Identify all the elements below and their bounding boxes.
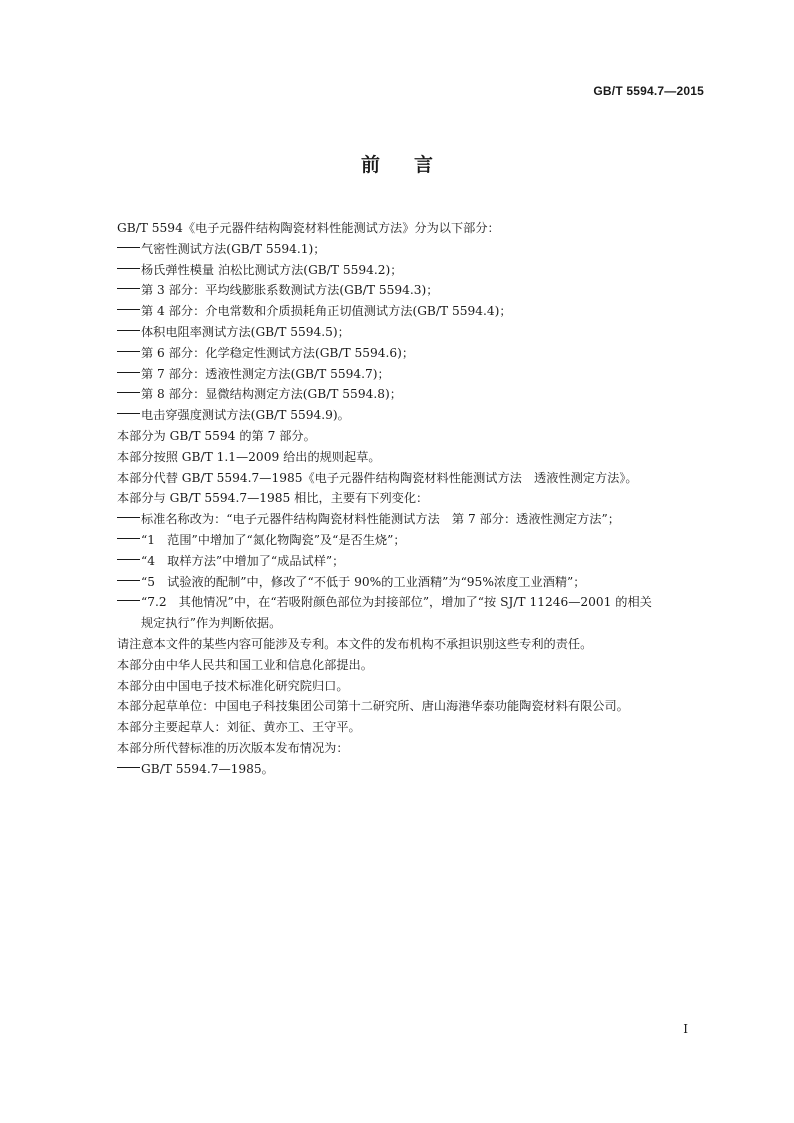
list-item [117,509,712,530]
paragraph-text: 本部分与 GB/T 5594.7—1985 相比，主要有下列变化： [117,491,429,506]
paragraph-text: “4 取样方法”中增加了“成品试样”； [141,553,345,568]
paragraph-text: 本部分由中国电子技术标准化研究院归口。 [117,678,349,693]
page-title: 前言 [360,154,467,176]
list-item [117,364,712,385]
paragraph-text: 第 8 部分：显微结构测定方法(GB/T 5594.8)； [141,387,402,402]
list-item [117,759,712,780]
paragraph [117,738,712,759]
list-item [117,530,712,551]
em-dash-marker [117,263,141,275]
paragraph-text: 气密性测试方法(GB/T 5594.1)； [141,241,326,256]
paragraph [117,468,712,489]
page-number: I [683,1022,688,1036]
paragraph [117,634,712,655]
paragraph-text: 规定执行”作为判断依据。 [141,616,282,631]
paragraph-text: 体积电阻率测试方法(GB/T 5594.5)； [141,324,350,339]
paragraph-text: 本部分主要起草人：刘征、黄亦工、王守平。 [117,720,361,735]
em-dash-marker [117,367,141,379]
paragraph-text: 请注意本文件的某些内容可能涉及专利。本文件的发布机构不承担识别这些专利的责任。 [117,636,593,651]
paragraph [117,655,712,676]
paragraph-text: “5 试验液的配制”中，修改了“不低于 90%的工业酒精”为“95%浓度工业酒精”； [141,574,586,589]
list-item [117,405,712,426]
paragraph-text: 本部分由中华人民共和国工业和信息化部提出。 [117,657,373,672]
paragraph-text: 杨氏弹性模量 泊松比测试方法(GB/T 5594.2)； [141,262,403,277]
list-item [117,280,712,301]
paragraph-text: 第 7 部分：透液性测定方法(GB/T 5594.7)； [141,366,390,381]
list-item [117,592,712,613]
paragraph-text: 本部分按照 GB/T 1.1—2009 给出的规则起草。 [117,449,381,464]
list-item [117,260,712,281]
paragraph-text: 第 6 部分：化学稳定性测试方法(GB/T 5594.6)； [141,345,415,360]
paragraph-text: 第 3 部分：平均线膨胀系数测试方法(GB/T 5594.3)； [141,283,439,298]
em-dash-marker [117,408,141,420]
paragraph [117,613,712,634]
paragraph-text: 标准名称改为：“电子元器件结构陶瓷材料性能测试方法 第 7 部分：透液性测定方法”； [141,512,620,527]
paragraph-text: 电击穿强度测试方法(GB/T 5594.9)。 [141,408,350,423]
paragraph [117,447,712,468]
paragraph-text: GB/T 5594.7—1985。 [141,761,274,776]
paragraph [117,218,712,239]
paragraph [117,426,712,447]
em-dash-marker [117,554,141,566]
paragraph-text: 本部分起草单位：中国电子科技集团公司第十二研究所、唐山海港华泰功能陶瓷材料有限公司。 [117,699,629,714]
em-dash-marker [117,762,141,774]
em-dash-marker [117,283,141,295]
em-dash-marker [117,575,141,587]
list-item [117,301,712,322]
em-dash-marker [117,242,141,254]
em-dash-marker [117,533,141,545]
em-dash-marker [117,387,141,399]
paragraph-text: “7.2 其他情况”中，在“若吸附颜色部位为封接部位”，增加了“按 SJ/T 11246—2001 的相关 [141,595,652,610]
em-dash-marker [117,512,141,524]
em-dash-marker [117,304,141,316]
paragraph-text: 本部分所代替标准的历次版本发布情况为： [117,740,349,755]
list-item [117,239,712,260]
paragraph [117,488,712,509]
paragraph [117,717,712,738]
list-item [117,322,712,343]
standard-number: GB/T 5594.7—2015 [593,84,704,98]
paragraph-text: 本部分为 GB/T 5594 的第 7 部分。 [117,428,316,443]
paragraph-text: 第 4 部分：介电常数和介质损耗角正切值测试方法(GB/T 5594.4)； [141,304,512,319]
paragraph-text: “1 范围”中增加了“氮化物陶瓷”及“是否生烧”； [141,532,406,547]
paragraph-text: GB/T 5594《电子元器件结构陶瓷材料性能测试方法》分为以下部分： [117,221,500,235]
em-dash-marker [117,346,141,358]
em-dash-marker [117,325,141,337]
paragraph [117,676,712,697]
list-item [117,551,712,572]
em-dash-marker [117,595,141,607]
preface-body [117,218,712,780]
paragraph [117,696,712,717]
paragraph-text: 本部分代替 GB/T 5594.7—1985《电子元器件结构陶瓷材料性能测试方法 透液性测定方法》。 [117,470,638,485]
list-item [117,384,712,405]
list-item [117,572,712,593]
list-item [117,343,712,364]
